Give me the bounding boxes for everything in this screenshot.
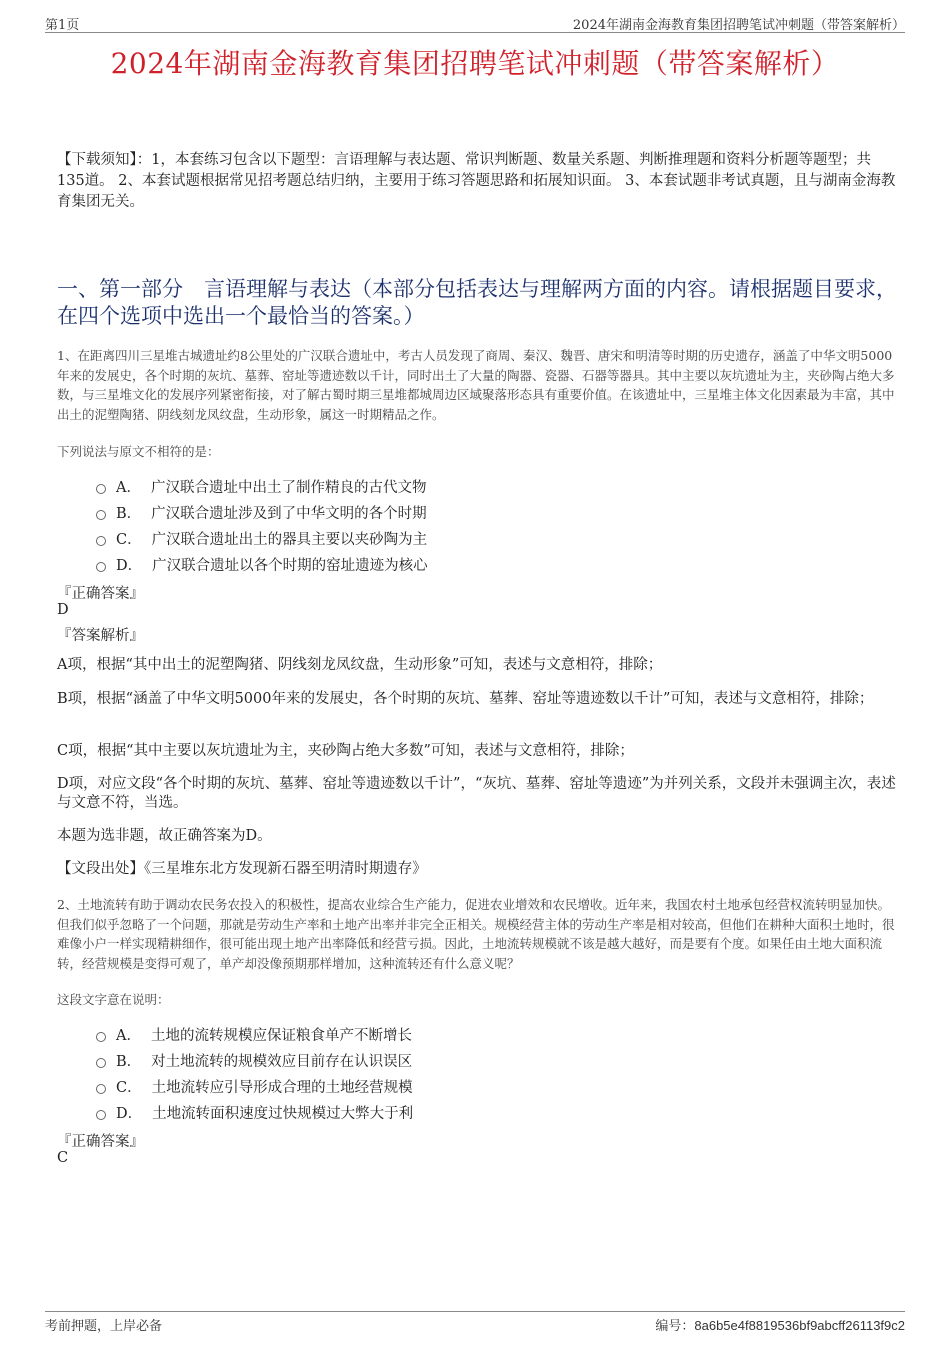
page-footer xyxy=(45,1311,905,1332)
question-2-text: 2、土地流转有助于调动农民务农投入的积极性，提高农业综合生产能力，促进农业增效和农民增收。近年来，我国农村土地承包经营权流转明显加快。但我们似乎忽略了一个问题，那就是劳动生产率和土地产出率并非完全正相关。规模经营主体的劳动生产率是相对较高，但他们在耕种大面积土地时，很难像小户一样实现精耕细作，很可能出现土地产出率降低和经营亏损。因此，土地流转规模就不该是越大越好，而是要有个度。如果任由土地大面积流转，经营规模是变得可观了，单产却没像预期那样增加，这种流转还有什么意义呢？ xyxy=(57,897,895,971)
radio-icon[interactable] xyxy=(96,536,106,546)
footer-code: 编号：8a6b5e4f8819536bf9abcff26113f9c2 xyxy=(655,1318,905,1334)
question-2-option-c[interactable]: C． 土地流转应引导形成合理的土地经营规模 xyxy=(96,1075,413,1097)
question-2-option-b[interactable]: B． 对土地流转的规模效应目前存在认识误区 xyxy=(96,1049,412,1071)
page-header xyxy=(45,12,905,33)
page-number: 第1页 xyxy=(45,18,80,33)
question-1-option-c[interactable]: C． 广汉联合遗址出土的器具主要以夹砂陶为主 xyxy=(96,527,427,549)
question-1-answer: D xyxy=(57,602,69,618)
question-1-analysis-d: D项，对应文段“各个时期的灰坑、墓葬、窑址等遗迹数以千计”，“灰坑、墓葬、窑址等遗迹”为并列关系，文段并未强调主次，表述与文意不符，当选。 xyxy=(57,776,896,811)
question-1-analysis-a: A项，根据“其中出土的泥塑陶猪、阴线刻龙凤纹盘，生动形象”可知，表述与文意相符，排除； xyxy=(57,657,663,673)
question-1-prompt: 下列说法与原文不相符的是： xyxy=(57,444,220,459)
question-2-answer: C xyxy=(57,1150,69,1166)
question-1-analysis-c: C项，根据“其中主要以灰坑遗址为主，夹砂陶占绝大多数”可知，表述与文意相符，排除； xyxy=(57,743,634,759)
question-1-answer-label: 『正确答案』 xyxy=(57,586,144,602)
section-heading: 一、第一部分 言语理解与表达（本部分包括表达与理解两方面的内容。请根据题目要求，在四个选项中选出一个最恰当的答案。） xyxy=(57,277,897,328)
header-doc-title: 2024年湖南金海教育集团招聘笔试冲刺题（带答案解析） xyxy=(572,18,905,33)
question-1-text: 1、在距离四川三星堆古城遗址约8公里处的广汉联合遗址中，考古人员发现了商周、秦汉、魏晋、唐宋和明清等时期的历史遗存，涵盖了中华文明5000年来的发展史，各个时期的灰坑、墓葬、窑址等遗迹数以千计，同时出土了大量的陶器、瓷器、石器等器具。其中主要以灰坑遗址为主，夹砂陶占绝大多数，与三星堆文化的发展序列紧密衔接，对了解古蜀时期三星堆都城周边区域聚落形态具有重要价值。在该遗址中，三星堆主体文化因素最为丰富，其中出土的泥塑陶猪、阴线刻龙凤纹盘，生动形象，属这一时期精品之作。 xyxy=(57,348,895,422)
radio-icon[interactable] xyxy=(96,1110,106,1120)
download-notice: 【下载须知】：1，本套练习包含以下题型：言语理解与表达题、常识判断题、数量关系题、判断推理题和资料分析题等题型；共135道。 2、本套试题根据常见招考题总结归纳，主要用于练习答题思路和拓展知识面。 3、本套试题非考试真题，且与湖南金海教育集团无关。 xyxy=(57,152,896,210)
document-title: 2024年湖南金海教育集团招聘笔试冲刺题（带答案解析） xyxy=(110,47,840,80)
radio-icon[interactable] xyxy=(96,510,106,520)
footer-slogan: 考前押题，上岸必备 xyxy=(45,1319,163,1334)
radio-icon[interactable] xyxy=(96,1084,106,1094)
question-1-analysis-label: 『答案解析』 xyxy=(57,628,144,644)
radio-icon[interactable] xyxy=(96,1058,106,1068)
radio-icon[interactable] xyxy=(96,484,106,494)
question-1-analysis-b: B项，根据“涵盖了中华文明5000年来的发展史，各个时期的灰坑、墓葬、窑址等遗迹数以千计”可知，表述与文意相符，排除； xyxy=(57,691,874,707)
question-1-source: 【文段出处】《三星堆东北方发现新石器至明清时期遗存》 xyxy=(57,861,427,877)
question-1-option-a[interactable]: A． 广汉联合遗址中出土了制作精良的古代文物 xyxy=(96,475,426,497)
question-2-option-d[interactable]: D． 土地流转面积速度过快规模过大弊大于利 xyxy=(96,1101,413,1123)
radio-icon[interactable] xyxy=(96,562,106,572)
question-1-conclusion: 本题为选非题，故正确答案为D。 xyxy=(57,828,272,844)
question-1-option-d[interactable]: D． 广汉联合遗址以各个时期的窑址遗迹为核心 xyxy=(96,553,428,575)
question-2-prompt: 这段文字意在说明： xyxy=(57,992,170,1007)
question-1-option-b[interactable]: B． 广汉联合遗址涉及到了中华文明的各个时期 xyxy=(96,501,427,523)
radio-icon[interactable] xyxy=(96,1032,106,1042)
question-2-answer-label: 『正确答案』 xyxy=(57,1134,144,1150)
question-2-option-a[interactable]: A． 土地的流转规模应保证粮食单产不断增长 xyxy=(96,1023,412,1045)
